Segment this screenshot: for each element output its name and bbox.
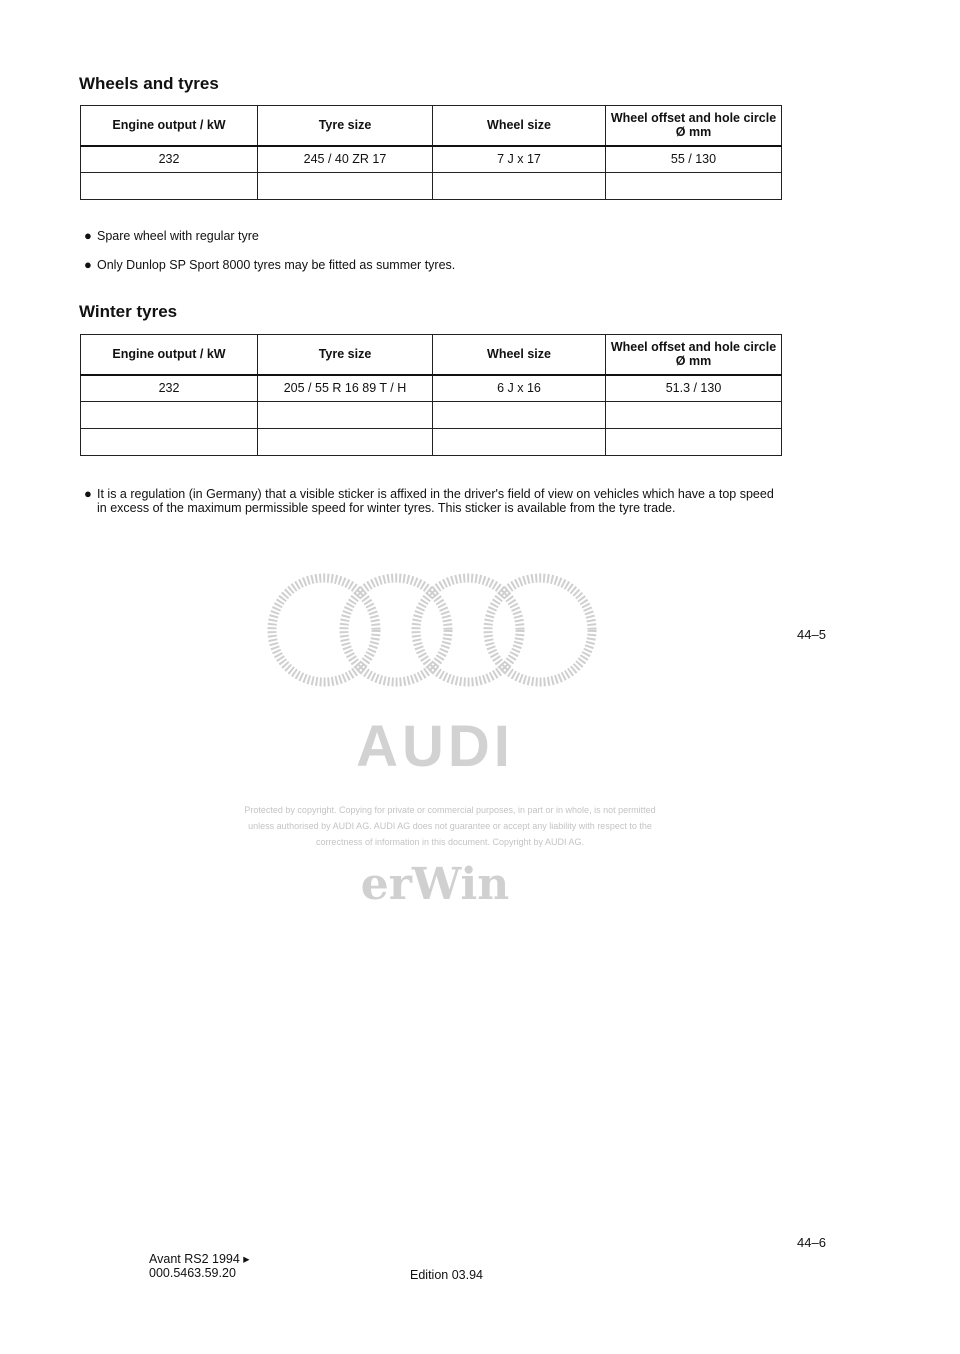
footer-edition: Edition 03.94 — [410, 1268, 483, 1282]
header-wheel-offset: Wheel offset and hole circle Ø mm — [606, 106, 782, 146]
header-wheel-size: Wheel size — [433, 106, 606, 146]
footer-model: Avant RS2 1994 ▸ — [149, 1252, 250, 1266]
page-number-lower: 44–6 — [797, 1235, 826, 1250]
cell-engine-output: 232 — [81, 146, 258, 173]
table-header-row — [81, 335, 782, 375]
winter-tyres-table — [80, 334, 782, 456]
table-row — [81, 375, 782, 402]
erwin-logo: erWin — [360, 859, 510, 910]
header-engine-output: Engine output / kW — [81, 106, 258, 146]
cell-tyre-size: 245 / 40 ZR 17 — [258, 146, 433, 173]
audi-rings-logo — [262, 560, 602, 700]
footer-code: 000.5463.59.20 — [149, 1266, 236, 1280]
bullet-icon: ● — [84, 228, 92, 243]
bullet-icon: ● — [84, 486, 92, 501]
header-wheel-size: Wheel size — [433, 335, 606, 375]
table-row-empty — [81, 173, 782, 200]
table-row-empty — [81, 429, 782, 456]
header-wheel-offset: Wheel offset and hole circle Ø mm — [606, 335, 782, 375]
page-number-upper: 44–5 — [797, 627, 826, 642]
cell-wheel-size: 6 J x 16 — [433, 375, 606, 402]
wheels-table — [80, 105, 782, 200]
table-row — [81, 146, 782, 173]
section-title-winter: Winter tyres — [79, 302, 178, 321]
section-title-wheels: Wheels and tyres — [79, 74, 219, 93]
audi-wordmark: AUDI — [356, 714, 514, 779]
header-engine-output: Engine output / kW — [81, 335, 258, 375]
cell-wheel-offset: 51.3 / 130 — [606, 375, 782, 402]
cell-tyre-size: 205 / 55 R 16 89 T / H — [258, 375, 433, 402]
header-tyre-size: Tyre size — [258, 106, 433, 146]
cell-engine-output: 232 — [81, 375, 258, 402]
header-tyre-size: Tyre size — [258, 335, 433, 375]
table-row-empty — [81, 402, 782, 429]
cell-wheel-offset: 55 / 130 — [606, 146, 782, 173]
table-header-row — [81, 106, 782, 146]
copyright-notice: Protected by copyright. Copying for private or commercial purposes, in part or in whole, is not permitted unless authorised by AUDI AG. AUDI AG does not guarantee or accept any liability with respect to the correctness of information in this document. Copyright by AUDI AG. — [244, 805, 656, 847]
cell-wheel-size: 7 J x 17 — [433, 146, 606, 173]
bullet-icon: ● — [84, 257, 92, 272]
